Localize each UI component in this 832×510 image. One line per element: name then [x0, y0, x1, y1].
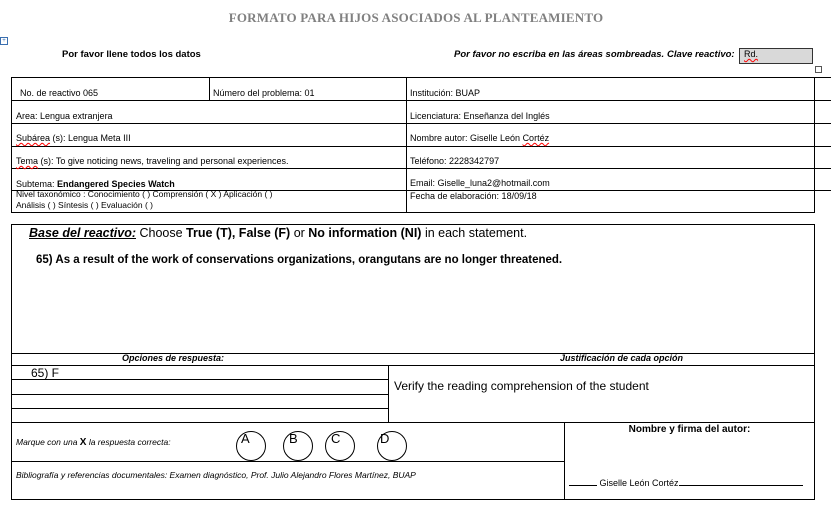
marque-text: Marque con una — [16, 437, 80, 447]
marque-text-2: la respuesta correcta: — [86, 437, 171, 447]
autor-prefix: Nombre autor: Giselle León — [410, 133, 523, 143]
option-b-circle[interactable] — [283, 431, 313, 461]
nivel-taxonomico-2: Análisis ( ) Síntesis ( ) Evaluación ( ) — [16, 200, 153, 210]
firma-line — [569, 478, 803, 488]
numero-problema: Número del problema: 01 — [213, 88, 315, 98]
base-text-2: or — [290, 226, 309, 240]
nombre-firma-header: Nombre y firma del autor: — [628, 424, 751, 435]
firma-name: Giselle León Cortéz — [599, 478, 679, 488]
option-a-label: A — [241, 431, 250, 446]
subtema-label: Subtema: — [16, 179, 55, 189]
subarea — [16, 133, 131, 143]
nivel-taxonomico: Nivel taxonómico : Conocimiento ( ) Comprensión ( X ) Aplicación ( ) — [16, 189, 273, 199]
clave-reactivo-field[interactable] — [739, 48, 813, 64]
email: Email: Giselle_luna2@hotmail.com — [410, 178, 550, 188]
tema-value: (s): To give noticing news, traveling and personal experiences. — [38, 156, 289, 166]
instruction-right: Por favor no escriba en las áreas sombreadas. — [454, 49, 665, 60]
base-text-3: in each statement. — [421, 226, 528, 240]
tema — [16, 156, 289, 166]
base-bold-1: True (T), False (F) — [186, 226, 291, 240]
clave-value: Rd. — [744, 49, 759, 59]
marque-instruction — [16, 437, 171, 448]
marque-x: X — [79, 437, 87, 448]
area: Area: Lengua extranjera — [16, 111, 113, 121]
fecha-elaboracion: Fecha de elaboración: 18/09/18 — [410, 191, 537, 201]
base-text-1: Choose — [136, 226, 187, 240]
base-label: Base del reactivo: — [29, 226, 136, 240]
subtema — [16, 179, 175, 189]
opciones-header: Opciones de respuesta: — [122, 353, 225, 363]
option-b-label: B — [289, 431, 298, 446]
question-65: 65) As a result of the work of conservations organizations, orangutans are no longer threatened. — [36, 254, 563, 266]
option-c-label: C — [331, 431, 341, 446]
option-d-label: D — [380, 431, 390, 446]
tema-label: Tema — [16, 156, 39, 166]
justification-text: Verify the reading comprehension of the student — [394, 379, 649, 393]
base-reactivo — [29, 226, 527, 240]
subarea-value: (s): Lengua Meta III — [50, 133, 131, 143]
subtema-value: Endangered Species Watch — [57, 179, 175, 189]
base-bold-2: No information (NI) — [308, 226, 422, 240]
licenciatura: Licenciatura: Enseñanza del Inglés — [410, 111, 550, 121]
table-anchor-icon[interactable]: + — [0, 37, 8, 45]
document-title: FORMATO PARA HIJOS ASOCIADOS AL PLANTEAMIENTO — [228, 10, 604, 25]
nombre-autor — [410, 133, 549, 143]
subarea-label: Subárea — [16, 133, 51, 143]
resize-handle[interactable] — [815, 66, 822, 73]
no-reactivo: No. de reactivo 065 — [20, 88, 99, 98]
clave-label: Clave reactivo: — [667, 49, 735, 60]
justificacion-header: Justificación de cada opción — [560, 353, 684, 363]
telefono: Teléfono: 2228342797 — [410, 156, 500, 166]
autor-last: Cortéz — [522, 133, 550, 143]
bibliografia: Bibliografía y referencias documentales: Examen diagnóstico, Prof. Julio Alejandro Flores Martínez, BUAP — [16, 470, 416, 480]
answer-65: 65) F — [31, 366, 60, 380]
institucion: Institución: BUAP — [410, 88, 481, 98]
instruction-left: Por favor llene todos los datos — [62, 49, 201, 60]
